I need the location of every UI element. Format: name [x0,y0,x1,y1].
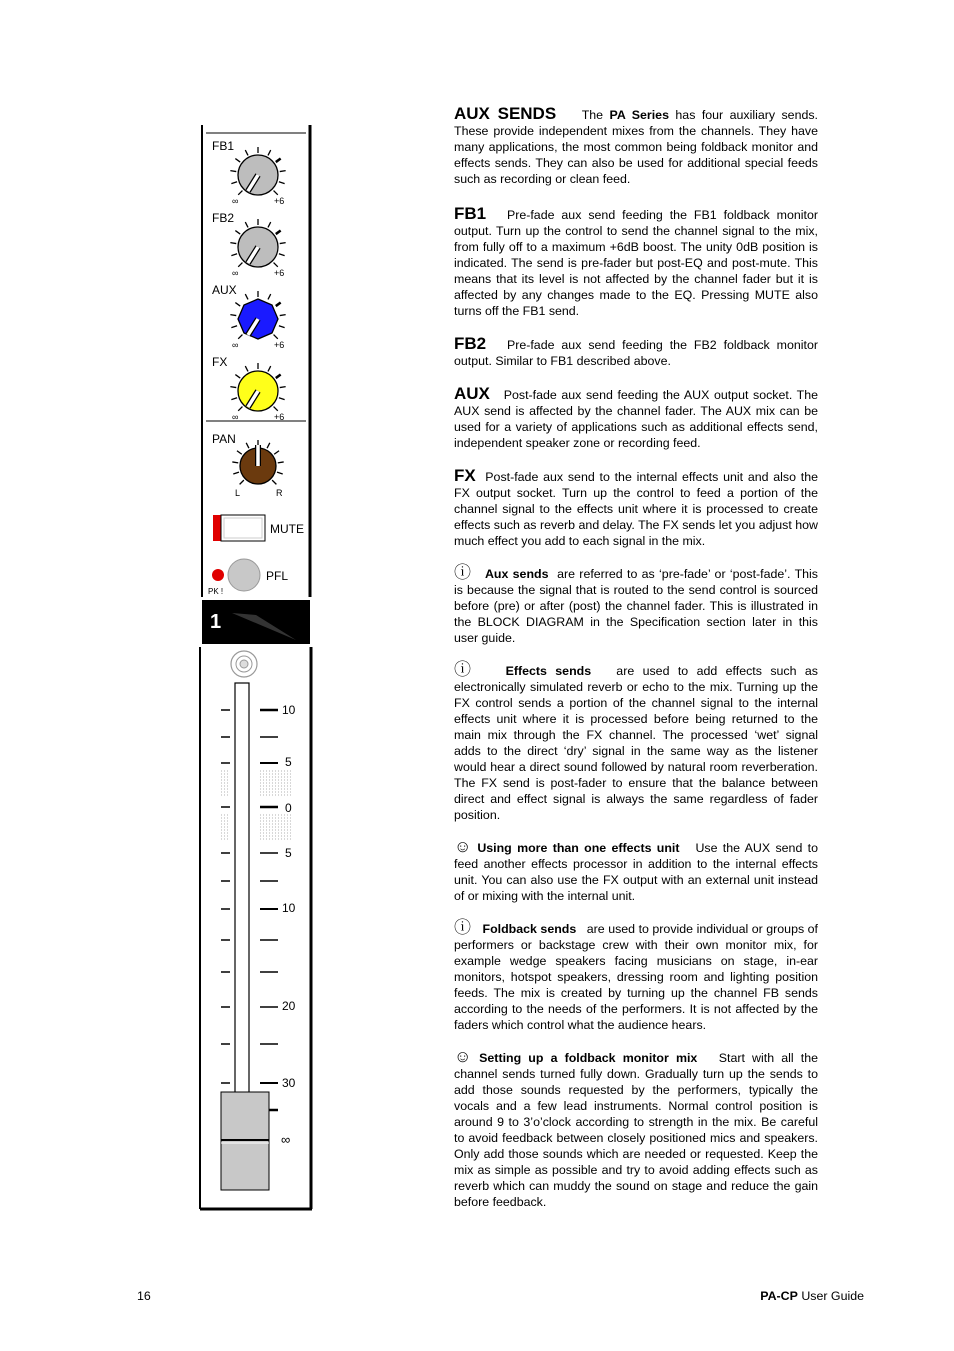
fb1-min-label: ∞ [232,196,239,206]
fb2-text: Pre-fade aux send feeding the FB2 foldback monitor output. Similar to FB1 described above. [454,338,818,368]
knob-tick [245,294,248,299]
effects-sends-note-text: are used to add effects such as electronically simulated reverb or echo to the mix. Turning up the FX control sends a portion of the channel signal to the internal effects unit where it is processed before being returned to the main mix through the FX channel. The processed ‘wet’ signal adds to the direct ‘dry’ signal in the same way as the listener would hear a direct sound followed by natural room reverberation. The FX send is post-fader to ensure that the balance between direct and effect signal is always the same regardless of fader position. [454,664,818,822]
aux-heading: AUX [454,384,490,403]
aux-sends-text-2: has four auxiliary sends. These provide independent mixes from the channels. They have many applications, the most common being foldback monitor and effects sends. They can also be used for additional special feeds such as recording or clean feed. [454,108,818,186]
aux-sends-note [454,563,818,646]
smiley-icon: ☺ [454,837,472,856]
knob-tick [268,222,271,227]
knob-tick [245,150,248,155]
fader-right-scale [260,703,296,1147]
knob-tick [274,335,278,339]
knob-tick [274,407,278,411]
pan-tick [278,462,284,463]
fb2-heading: FB2 [454,334,487,353]
fx-max-label: +6 [274,412,285,422]
fb2-knob[interactable] [212,211,286,278]
fader-scale-label-5: 20 [282,999,296,1013]
knob-tick [280,387,286,388]
more-effects-tip-text: Use the AUX send to feed another effects processor in addition to the internal effects unit. You can also use the FX output with an external unit instead of or mixing with the internal unit. [454,841,818,903]
knob-tick [230,171,236,172]
text-column [454,106,818,1227]
fader-scale-label-3: 5 [285,846,292,860]
knob-tick [231,326,237,328]
foldback-mix-tip [454,1047,819,1210]
knob-tick [276,231,281,235]
aux-label: AUX [212,283,237,297]
aux-sends-text-1: The [581,108,604,122]
fb1-heading: FB1 [454,204,487,223]
fader-left-scale [221,710,230,1083]
channel-strip-illustration [196,125,316,1215]
knob-tick [230,315,236,316]
knob-tick [238,335,242,339]
mute-button[interactable] [221,515,265,541]
more-effects-tip-bold: Using more than one effects unit [477,841,680,855]
mute-led [213,515,221,541]
knob-tick [231,398,237,400]
aux-max-label: +6 [274,340,285,350]
pan-tick [274,451,279,455]
knob-tick [235,303,240,307]
knob-tick [238,191,242,195]
fb1-max-label: +6 [274,196,285,206]
knob-tick [231,182,237,184]
pfl-button[interactable] [228,559,260,591]
aux-sends-note-text: are referred to as ‘pre-fade’ or ‘post-fade’. This is because the signal that is routed to the send control is sourced before (pre) or after (post) the channel fader. This is illustrated in the BLOCK DIAGRAM in the Specification section later in this user guide. [454,567,818,645]
fx-knob[interactable] [212,355,286,422]
pan-right-label: R [276,488,283,498]
knob-tick [245,366,248,371]
fb2-max-label: +6 [274,268,285,278]
knob-tick [235,375,240,379]
knob-tick [279,398,285,400]
knob-tick [274,263,278,267]
fx-paragraph [454,468,818,549]
fader-scale-label-7: ∞ [281,1132,291,1147]
pan-tick [237,451,242,455]
pk-label: PK ! [208,587,224,596]
pan-tick [233,472,239,474]
aux-text: Post-fade aux send feeding the AUX output socket. The AUX send is affected by the channel fader. The AUX mix can be used for a variety of applications such as additional effects send, independent speaker zone or recording feed. [454,388,819,450]
fb1-text: Pre-fade aux send feeding the FB1 foldback monitor output. Turn up the control to send the channel signal to the mix, from fully off to a maximum +6dB boost. The unity 0dB position is indicated. The send is pre-fader but post-EQ and post-mute. This means that its level is not affected by the channel fader but it is affected by any changes made to the EQ. Pressing MUTE also turns off the FB1 send. [454,208,818,318]
pan-tick [240,480,244,484]
knob-tick [235,159,240,163]
knob-tick [268,150,271,155]
info-icon: ⓘ [454,660,471,679]
knob-tick [230,243,236,244]
knob-tick [274,191,278,195]
knob-tick [280,171,286,172]
fb1-paragraph [454,206,818,319]
foldback-sends-note [454,918,818,1033]
knob-tick [230,387,236,388]
pfl-label: PFL [266,569,289,583]
effects-sends-note [454,660,818,823]
knob-tick [280,315,286,316]
mute-label: MUTE [270,522,304,536]
fader-scale-label-1: 5 [285,755,292,769]
pan-left-label: L [235,488,241,498]
knob-tick [268,366,271,371]
knob-tick [276,303,281,307]
pan-label: PAN [212,432,236,446]
footer-title [760,1289,864,1303]
pan-tick [277,472,283,474]
info-icon: ⓘ [454,563,471,582]
pa-series-bold: PA Series [609,108,669,122]
fader-scale-label-4: 10 [282,901,296,915]
knob-tick [235,231,240,235]
pan-tick [267,443,270,448]
pan-tick [246,443,249,448]
fb1-knob[interactable] [212,139,286,206]
aux-paragraph [454,386,818,451]
knob-tick [279,254,285,256]
info-icon: ⓘ [454,918,471,937]
knob-tick [268,294,271,299]
fb2-min-label: ∞ [232,268,239,278]
page-number: 16 [137,1289,151,1303]
fader-scale-label-6: 30 [282,1076,296,1090]
aux-min-label: ∞ [232,340,239,350]
foldback-sends-note-bold: Foldback sends [482,922,577,936]
pan-knob[interactable] [212,432,284,498]
knob-tick [279,182,285,184]
fx-min-label: ∞ [232,412,239,422]
knob-tick [238,263,242,267]
footer-product: PA-CP [760,1289,798,1303]
fx-label: FX [212,355,228,369]
more-effects-tip [454,837,818,904]
fb2-label: FB2 [212,211,235,225]
aux-sends-note-bold: Aux sends [484,567,549,581]
foldback-mix-tip-text: Start with all the channel sends turned fully down. Gradually turn up the sends to add those sounds requested by the performers, typically the vocals and a few lead instruments. Normal control position is around 9 to 3’o’clock according to strength in the mix. Be careful to avoid feedback between closely positioned mics and speakers. Only add those sounds which are needed or requested. Keep the mix as simple as possible and try to avoid adding effects such as reverb which can muddy the sound on stage and reduce the gain before feedback. [454,1051,819,1209]
fb2-paragraph [454,336,818,369]
smiley-icon: ☺ [454,1047,472,1066]
pan-tick [232,462,238,463]
knob-tick [276,159,281,163]
fb1-label: FB1 [212,139,235,153]
knob-tick [279,326,285,328]
fader-knob[interactable] [221,1092,269,1190]
foldback-mix-tip-bold: Setting up a foldback monitor mix [479,1051,698,1065]
aux-sends-heading: AUX SENDS [454,104,557,123]
foldback-sends-note-text: are used to provide individual or groups of performers or backstage crew with their own monitor mix, for example wedge speakers facing musicians on stage, in-ear monitors, hotspot speakers, dressing room and lighting position feeds. The mix is created by turning up the channel FB sends according to the needs of the performers. It is not affected by the faders which control what the audience hears. [454,922,818,1032]
channel-number: 1 [210,611,222,633]
footer-guide: User Guide [801,1289,864,1303]
aux-sends-paragraph [454,106,818,187]
fx-text: Post-fade aux send to the internal effects unit and also the FX output socket. Turn up the control to feed a portion of the channel signal to the effects unit where it is processed to create effects such as reverb and delay. The FX sends let you adjust how much effect you add to each signal in the mix. [454,470,819,548]
fader-scale-label-2: 0 [285,801,292,815]
knob-tick [238,407,242,411]
knob-tick [276,375,281,379]
pan-tick [272,480,276,484]
fx-heading: FX [454,466,476,485]
peak-led [212,569,224,581]
aux-knob[interactable] [212,283,286,350]
knob-tick [245,222,248,227]
knob-tick [280,243,286,244]
knob-tick [231,254,237,256]
fader-scale-label-0: 10 [282,703,296,717]
effects-sends-note-bold: Effects sends [505,664,592,678]
